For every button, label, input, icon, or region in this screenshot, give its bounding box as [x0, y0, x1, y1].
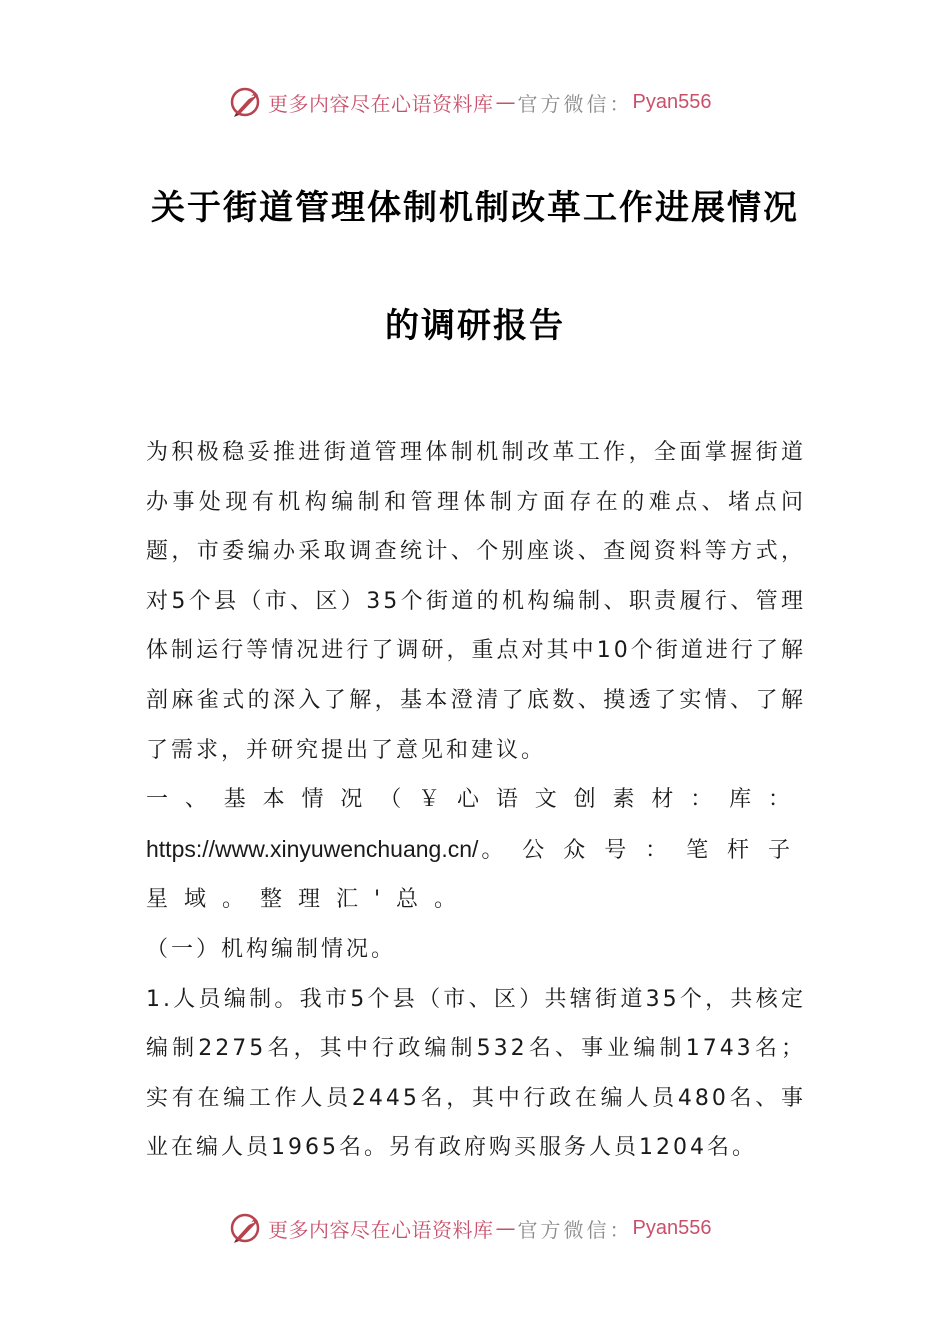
section-1-heading-text: 一、基本情况（￥心语文创素材：库： — [146, 787, 806, 813]
banner-dash: — — [495, 90, 516, 114]
pen-logo-icon — [228, 1210, 264, 1246]
section-1-heading — [146, 775, 806, 925]
document-title-line-1: 关于街道管理体制机制改革工作进展情况 — [151, 188, 799, 228]
banner-sub-text: 官方微信： — [517, 91, 633, 116]
pen-logo-icon — [228, 84, 264, 120]
banner-dash: — — [495, 1216, 516, 1240]
banner-main-text: 更多内容尽在心语资料库 — [268, 91, 494, 116]
section-1-heading-suffix: 。公众号：笔杆子星域。整理汇'总。 — [146, 837, 806, 913]
intro-paragraph: 为积极稳妥推进街道管理体制机制改革工作，全面掌握街道办事处现有机构编制和管理体制方面存在的难点、堵点问题，市委编办采取调查统计、个别座谈、查阅资料等方式，对5个县（市、区）35个街道的机构编制、职责履行、管理体制运行等情况进行了调研，重点对其中10个街道进行了解剖麻雀式的深入了解，基本澄清了底数、摸透了实情、了解了需求，并研究提出了意见和建议。 — [146, 440, 806, 763]
subsection-1-heading: （一）机构编制情况。 — [146, 936, 397, 962]
document-body — [146, 428, 806, 1173]
banner-wechat-id: Pyan556 — [632, 1216, 712, 1239]
banner-sub-text: 官方微信： — [517, 1217, 633, 1242]
footer-watermark-banner — [0, 1208, 950, 1248]
section-1-url: https://www.xinyuwenchuang.cn/ — [146, 835, 479, 862]
banner-wechat-id: Pyan556 — [632, 90, 712, 113]
banner-main-text: 更多内容尽在心语资料库 — [268, 1217, 494, 1242]
document-title-line-2: 的调研报告 — [385, 306, 565, 346]
header-watermark-banner — [0, 82, 950, 122]
item-1-paragraph: 1.人员编制。我市5个县（市、区）共辖街道35个，共核定编制2275名，其中行政编制532名、事业编制1743名；实有在编工作人员2445名，其中行政在编人员480名、事业在编人员1965名。另有政府购买服务人员1204名。 — [146, 986, 806, 1161]
